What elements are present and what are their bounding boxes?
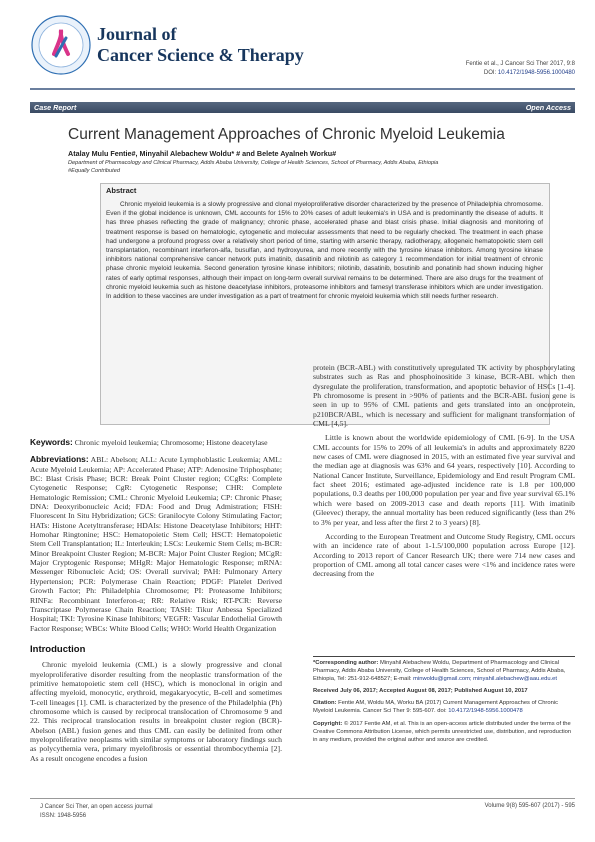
copyright-text: © 2017 Fentie AM, et al. This is an open-access article distributed under the terms of the Creative Commons Attribution License, which permits unrestricted use, distribution, and reproduction in any medium, provided the original author and source are credited. <box>313 720 572 743</box>
left-column <box>30 438 282 763</box>
right-paragraph-3: According to the European Treatment and Outcome Study Registry, CML occurs with an incidence rate of about 1-1.5/100,000 population across Europe [12]. According to 2013 report of Cancer Research UK; there were 714 new cases and proportion of CML among all total cancer cases were <1% and incidence rates were decreasing from the <box>313 531 575 579</box>
journal-name-line1: Journal of <box>97 24 177 44</box>
corresponding-author <box>313 659 575 683</box>
doi-link[interactable]: 10.4172/1948-5956.1000480 <box>497 69 575 76</box>
footer-journal: J Cancer Sci Ther, an open access journal <box>40 804 153 810</box>
header-divider <box>30 88 575 90</box>
abbreviations-label: Abbreviations: <box>30 454 89 465</box>
corr-text: Minyahil Alebachew Woldu, Department of Pharmacology and Clinical Pharmacy, Addis Ababa University, College of Health Sciences, School of Pharmacy, Addis Ababa, Ethiopia, Tel: 251-912-648527; E-mail: <box>313 660 566 683</box>
citation-doi-link[interactable]: 10.4172/1948-5956.1000478 <box>448 708 523 715</box>
right-paragraph-2: Little is known about the worldwide epidemiology of CML [6-9]. In the USA CML accounts for 15% to 20% of all leukemia's in adults and approximately 8220 new cases of CML were diagnosed in 2015, with an estimated five year survival and the median age at diagnosis was 63% and 64 years, respectively [10]. According to National Cancer Institute, Surveillance, Epidemiology and End result Program CML fact sheet 2016; estimated age-adjusted incidence rate is 1.8 per 100,000 populations, 0.3 deaths per 100,000 population per year and five year survival 65.1% which were based on 2009-2013 case and death reports [11]. With imatinib (Gleevec) therapy, the annual mortality has been reduced significantly (less than 2% to 3% per year, and less after the first 2 to 3 years) [8]. <box>313 433 575 527</box>
footer-volume: Volume 9(8) 595-607 (2017) - 595 <box>484 803 575 809</box>
corr-email-link[interactable]: minwoldu@gmail.com; minyahil.alebachew@aau.edu.et <box>413 676 558 683</box>
abbreviations-paragraph <box>30 455 282 633</box>
dates-text: Received July 06, 2017; Accepted August 08, 2017; Published August 10, 2017 <box>313 688 528 695</box>
intro-paragraph-1: Chronic myeloid leukemia (CML) is a slowly progressive and clonal myeloproliferative disorder resulting from the neoplastic transformation of the primitive hematopoietic stem cell (HSC), which is monoclonal in origin and affecting myeloid, monocytic, erythroid, megakaryocytic, B-cell and sometimes T-cell lineages [1]. CML is characterized by the presence of the Philadelphia (Ph) chromosome which is caused by reciprocal translocation of Chromosome 9 and 22. This reciprocal translocation results in breakpoint cluster region (BCR)-Abelson (ABL) fusion genes and thus CML can easily be delinited from other myeloproliferative neoplasms with similar symptoms or laboratory findings such as polycythemia vera, primary myelofibrosis or essential thrombocythemia [2]. As a result oncogene encodes a fusion <box>30 660 282 763</box>
keywords-label: Keywords: <box>30 437 73 447</box>
copyright-label: Copyright: <box>313 720 343 727</box>
doi-line <box>466 69 575 78</box>
journal-name-line2: Cancer Science & Therapy <box>97 45 304 65</box>
footer-issn: ISSN: 1948-5956 <box>40 813 87 819</box>
affiliation-text: Department of Pharmacology and Clinical Pharmacy, Addis Ababa University, College of Health Sciences, School of Pharmacy, Addis Ababa, Ethiopia <box>68 160 439 166</box>
introduction-heading: Introduction <box>30 643 86 655</box>
article-authors: Atalay Mulu Fentie#, Minyahil Alebachew Woldu* # and Belete Ayalneh Worku# <box>68 149 337 158</box>
citation-block <box>313 699 575 715</box>
right-column <box>313 363 575 584</box>
correspondence-box <box>313 656 575 748</box>
doi-label: DOI: <box>483 69 498 76</box>
keywords-paragraph <box>30 438 282 447</box>
citation-text: Fentie AM, Woldu MA, Worku BA (2017) Current Management Approaches of Chronic Myeloid Leukemia. Cancer Sci Ther 9: 595-607. doi: <box>313 700 558 715</box>
article-dates <box>313 687 575 695</box>
article-title: Current Management Approaches of Chronic Myeloid Leukemia <box>68 126 505 143</box>
right-paragraph-1: protein (BCR-ABL) with constitutively upregulated TK activity by phosphorylating substrates such as Ras and phosphoinositide 3 kinase, BCR-ABL which then dysregulate the proliferation, transformation, and apoptotic behavior of HSCs [1-4]. Ph chromosome is present in >90% of patients and the BCR-ABL fusion gene is seen in up to 95% of CML patients and gets translated into an oncoprotein, p210BCR/ABL, which is necessary and sufficient for malignant transformation of CML [4,5]. <box>313 363 575 429</box>
journal-name <box>97 25 304 64</box>
article-type-label: Case Report <box>34 103 77 112</box>
journal-logo <box>30 14 92 76</box>
abbreviations-text: ABL: Abelson; ALL: Acute Lymphoblastic Leukemia; AML: Acute Myeloid Leukemia; AP: Accelerated Phase; ATP: Adenosine Triphosphate; BC: Blast Crisis Phase; BCR: Break Point Cluster region; CCgRs: Complete Cytogenetic Response; CgR: Cytogenetic Response; CHR: Complete Hematologic Remission; CML: Chronic Myeloid Leukemia; CP: Chronic Phase; DNA: Deoxyribonucleic Acid; FDA: Food and Drug Admistration; FISH: Fluorescent In Situ Hybridization; GCS: Granilocyte Colony Stimulating Factor; HATs: Histone Acetyltransferase; HDAIs: Histone Deacetylase Inhibitors; HHT: Homohar Ringtonine; HSC: Hematopoietic Stem Cell; HSCT: Hematopoietic Stem Cell Transplantation; IL: Interleukin; LSCs: Leukemic Stem Cells; m-BCR: Minor Breakpoint Cluster Region; M-BCR: Major Point Cluster Region; MCgR: Major Cryptogenic Response; MHgR: Major Hematologic Response; mRNA: Messenger Ribonucleic Acid; OS: Overall survival; PAH: Pulmonary Artery Hypertension; PCR: Polymerase Chain Reaction; PDGF: Platelet Derived Growth Factor; Ph: Philadelphia Chromosome; PI: Proteasome Inhibitors; RINFa: Recombinant Interferon-α; RR: Relative Risk; RT-PCR: Reverse Transcriptase Polymerase Chain Reaction; TASH: Tikur Anbessa Specialized Hospital; TKI: Tyrosine Kinase Inhibitors; VEGFR: Vascular Endothelial Growth Factor Response; WBCs: White Blood Cells; WHO: World Health Organization <box>30 455 283 633</box>
citation-line: Fentie et al., J Cancer Sci Ther 2017, 9:8 <box>465 61 575 67</box>
equal-contribution-note: #Equally Contributed <box>68 167 120 174</box>
article-type-bar <box>30 102 575 113</box>
keywords-text: Chronic myeloid leukemia; Chromosome; Histone deacetylase <box>74 438 268 447</box>
open-access-label: Open Access <box>525 103 571 112</box>
corr-label: *Corresponding author: <box>313 660 379 666</box>
footer-divider <box>30 798 575 799</box>
footer-left <box>40 803 153 821</box>
header-citation <box>466 60 575 77</box>
copyright-block <box>313 720 575 744</box>
abstract-heading: Abstract <box>106 186 137 195</box>
author-affiliation <box>68 160 568 175</box>
citation-label: Citation: <box>313 700 337 707</box>
abstract-text: Chronic myeloid leukemia is a slowly progressive and clonal myeloproliferative disorder characterized by the presence of Philadelphia chromosome. Even if the global incidence is unknown, CML accounts for 15% to 20% cases of adult leukemia's in USA and is predominantly the disease of adults. It has three phases reflecting the grade of malignancy; chronic phase, accelerated phase and blast crisis phase. Initial diagnosis and monitoring of treatment response is based on hematologic, cytogenetic and molecular assessments that need to be regularly checked. The treatment in each phase had undergone a profound progress over a relatively short period of time, starting with arsenic therapy, radiotherapy, allogeneic hematopoietic stem cell transplantation, recombinant interferon-alfa, busulfan, and hydroxyurea, and more recently with the tyrosine kinase inhibitors. Among tyrosine kinase inhibitors national comprehensive cancer network puts imatinib, dasatinib and nilotinib as category 1 recommendation for initial treatment of chronic phase chronic myeloid leukemia. Second generation tyrosine kinase inhibitors; nilotinib, dasatinib, bosutinib and ponatinib had shown inducing higher rates of early optimal responses, although their impact on long-term overall survival remains to be determined. There are also drugs for the treatment of chronic myeloid leukemia such as histone deacetylase inhibitors, proteasome inhibitors and farnesyl transferase inhibitors which are under investigation. In addition to these vaccines are under investigation as a part of treatment for chronic myeloid leukemia which still needs further research. <box>106 201 543 301</box>
